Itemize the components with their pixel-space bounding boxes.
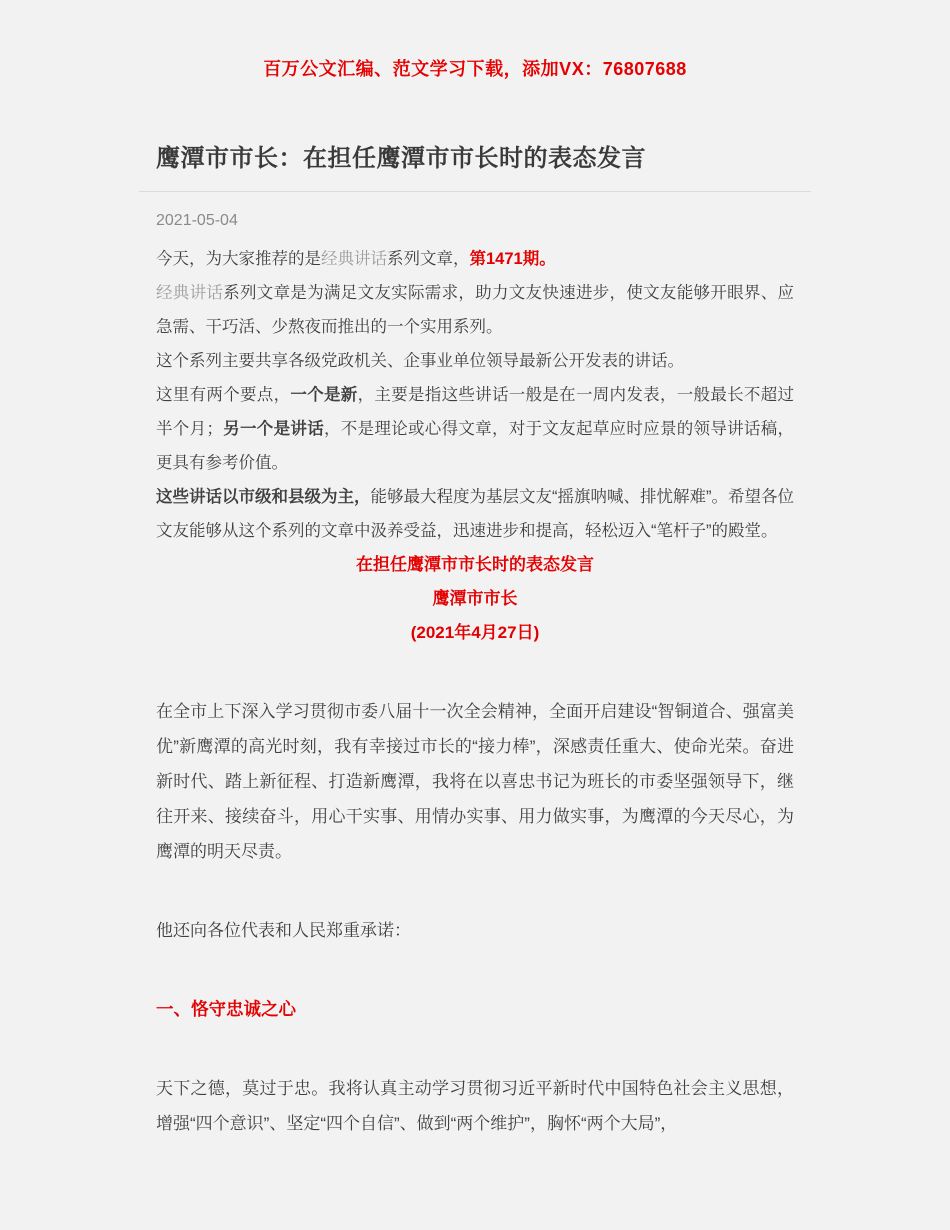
intro-p1-text-2: 系列文章， — [387, 250, 470, 269]
intro-p4-text-2: ，主要是指这些讲话一般是在一周内发表，一般最长不超过半个月； — [156, 386, 795, 439]
speech-paragraph-3: 天下之德，莫过于忠。我将认真主动学习贯彻习近平新时代中国特色社会主义思想，增强“四个意识”、坚定“四个自信”、做到“两个维护”，胸怀“两个大局”， — [156, 1079, 794, 1134]
intro-paragraph-1 — [156, 242, 794, 276]
article-title: 鹰潭市市长：在担任鹰潭市市长时的表态发言 — [156, 145, 646, 172]
speech-author: 鹰潭市市长 — [432, 589, 518, 609]
speech-title: 在担任鹰潭市市长时的表态发言 — [356, 555, 594, 575]
title-divider — [139, 191, 811, 192]
intro-section — [156, 242, 794, 548]
intro-p1-issue-number: 第1471期。 — [469, 250, 556, 269]
article — [156, 143, 794, 1141]
intro-p4-point-1: 一个是新 — [290, 386, 358, 405]
intro-paragraph-4 — [156, 378, 794, 480]
intro-p5-text: 能够最大程度为基层文友“摇旗呐喊、排忧解难”。希望各位文友能够从这个系列的文章中汲养受益，迅速进步和提高，轻松迈入“笔杆子”的殿堂。 — [156, 488, 794, 541]
promo-banner-text: 百万公文汇编、范文学习下载，添加VX：76807688 — [263, 59, 687, 79]
intro-p4-text-3: ，不是理论或心得文章，对于文友起草应时应景的领导讲话稿，更具有参考价值。 — [156, 420, 795, 473]
intro-p4-text: 这里有两个要点， — [156, 386, 291, 405]
intro-paragraph-3: 这个系列主要共享各级党政机关、企事业单位领导最新公开发表的讲话。 — [156, 352, 684, 371]
publish-date: 2021-05-04 — [156, 212, 238, 230]
intro-p5-emphasis: 这些讲话以市级和县级为主， — [156, 488, 371, 507]
speech-paragraph-1: 在全市上下深入学习贯彻市委八届十一次全会精神，全面开启建设“智铜道合、强富美优”新鹰潭的高光时刻，我有幸接过市长的“接力棒”，深感责任重大、使命光荣。奋进新时代、踏上新征程、打造新鹰潭，我将在以喜忠书记为班长的市委坚强领导下，继往开来、接续奋斗，用心干实事、用情办实事、用力做实事，为鹰潭的今天尽心，为鹰潭的明天尽责。 — [156, 702, 794, 862]
intro-paragraph-5 — [156, 480, 794, 548]
speech-paragraph-2: 他还向各位代表和人民郑重承诺： — [156, 921, 411, 941]
speech-date: (2021年4月27日) — [410, 623, 540, 643]
intro-p2-series-name: 经典讲话 — [156, 284, 224, 303]
intro-p4-point-2: 另一个是讲话 — [222, 420, 324, 439]
intro-paragraph-2 — [156, 276, 794, 344]
speech-body — [156, 694, 794, 1141]
intro-p2-text: 系列文章是为满足文友实际需求，助力文友快速进步，使文友能够开眼界、应急需、干巧活、少熬夜而推出的一个实用系列。 — [156, 284, 795, 337]
intro-p1-text: 今天，为大家推荐的是 — [156, 250, 321, 269]
intro-p1-series-name: 经典讲话 — [321, 250, 387, 269]
speech-heading-block — [156, 548, 794, 650]
section-heading-1: 一、恪守忠诚之心 — [156, 999, 296, 1020]
promo-banner — [0, 55, 950, 81]
